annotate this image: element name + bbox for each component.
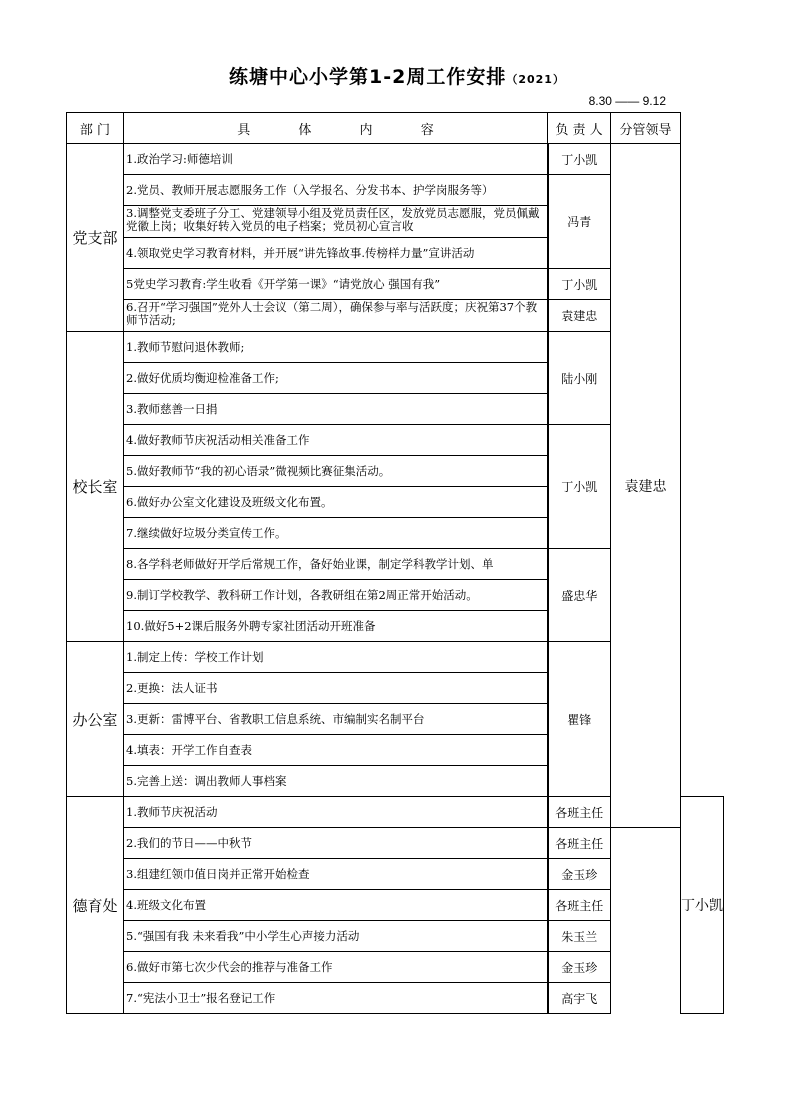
task-item: 4.做好教师节庆祝活动相关准备工作 bbox=[124, 425, 548, 456]
table-row bbox=[67, 890, 724, 921]
task-item: 6.做好市第七次少代会的推荐与准备工作 bbox=[124, 952, 548, 983]
task-item: 2.做好优质均衡迎检准备工作; bbox=[124, 363, 548, 394]
task-item: 3.调整党支委班子分工、党建领导小组及党员责任区，发放党员志愿服，党员佩戴党徽上岗；收集好转入党员的电子档案；党员初心宣言收 bbox=[124, 206, 548, 238]
header-dept: 部 门 bbox=[67, 113, 124, 144]
person-cell: 各班主任 bbox=[548, 828, 611, 859]
task-item: 3.教师慈善一日捐 bbox=[124, 394, 548, 425]
header-leader: 分管领导 bbox=[611, 113, 681, 144]
task-item: 6.召开“学习强国”党外人士会议（第二周），确保参与率与活跃度；庆祝第37个教师节活动; bbox=[124, 300, 548, 332]
person-cell: 盛忠华 bbox=[548, 549, 611, 642]
person-cell: 丁小凯 bbox=[548, 425, 611, 549]
dept-office: 办公室 bbox=[67, 642, 124, 797]
table-row bbox=[67, 144, 724, 175]
person-cell: 瞿锋 bbox=[548, 642, 611, 797]
dept-principal-office: 校长室 bbox=[67, 332, 124, 642]
header-content: 具 体 内 容 bbox=[124, 113, 548, 144]
leader-cell: 袁建忠 bbox=[611, 144, 681, 828]
table-row bbox=[67, 952, 724, 983]
task-item: 10.做好5+2课后服务外聘专家社团活动开班准备 bbox=[124, 611, 548, 642]
title-year: （2021） bbox=[506, 73, 565, 86]
task-item: 5.“强国有我 未来看我”中小学生心声接力活动 bbox=[124, 921, 548, 952]
task-item: 2.我们的节日——中秋节 bbox=[124, 828, 548, 859]
task-item: 5党史学习教育:学生收看《开学第一课》“请党放心 强国有我” bbox=[124, 269, 548, 300]
task-item: 3.更新：雷博平台、省教职工信息系统、市编制实名制平台 bbox=[124, 704, 548, 735]
person-cell: 丁小凯 bbox=[548, 269, 611, 300]
person-cell: 朱玉兰 bbox=[548, 921, 611, 952]
task-item: 5.做好教师节“我的初心语录”微视频比赛征集活动。 bbox=[124, 456, 548, 487]
table-row bbox=[67, 921, 724, 952]
table-row bbox=[67, 859, 724, 890]
task-item: 1.制定上传：学校工作计划 bbox=[124, 642, 548, 673]
task-item: 5.完善上送：调出教师人事档案 bbox=[124, 766, 548, 797]
dept-party-branch: 党支部 bbox=[67, 144, 124, 332]
task-item: 9.制订学校教学、教科研工作计划，各教研组在第2周正常开始活动。 bbox=[124, 580, 548, 611]
person-cell: 各班主任 bbox=[548, 797, 611, 828]
person-cell: 高宇飞 bbox=[548, 983, 611, 1014]
task-item: 1.教师节慰问退休教师; bbox=[124, 332, 548, 363]
person-cell: 袁建忠 bbox=[548, 300, 611, 332]
page-title: 练塘中心小学第1-2周工作安排（2021） bbox=[229, 66, 565, 88]
header-person: 负 责 人 bbox=[548, 113, 611, 144]
table-row bbox=[67, 983, 724, 1014]
task-item: 4.领取党史学习教育材料，并开展“讲先锋故事.传榜样力量”宣讲活动 bbox=[124, 238, 548, 269]
task-item: 1.政治学习:师德培训 bbox=[124, 144, 548, 175]
dept-moral-education: 德育处 bbox=[67, 797, 124, 1014]
person-cell: 金玉珍 bbox=[548, 859, 611, 890]
task-item: 1.教师节庆祝活动 bbox=[124, 797, 548, 828]
table-header-row bbox=[67, 113, 724, 144]
task-item: 6.做好办公室文化建设及班级文化布置。 bbox=[124, 487, 548, 518]
task-item: 4.填表：开学工作自查表 bbox=[124, 735, 548, 766]
leader-cell: 丁小凯 bbox=[681, 797, 724, 1014]
person-cell: 冯青 bbox=[548, 175, 611, 269]
task-item: 2.更换：法人证书 bbox=[124, 673, 548, 704]
task-item: 2.党员、教师开展志愿服务工作（入学报名、分发书本、护学岗服务等） bbox=[124, 175, 548, 206]
date-range: 8.30 —— 9.12 bbox=[588, 94, 666, 108]
person-cell: 金玉珍 bbox=[548, 952, 611, 983]
table-row bbox=[67, 828, 724, 859]
person-cell: 陆小刚 bbox=[548, 332, 611, 425]
task-item: 7.继续做好垃圾分类宣传工作。 bbox=[124, 518, 548, 549]
task-item: 4.班级文化布置 bbox=[124, 890, 548, 921]
task-item: 3.组建红领巾值日岗并正常开始检查 bbox=[124, 859, 548, 890]
person-cell: 各班主任 bbox=[548, 890, 611, 921]
task-item: 7.“宪法小卫士”报名登记工作 bbox=[124, 983, 548, 1014]
task-item: 8.各学科老师做好开学后常规工作，备好始业课，制定学科教学计划、单 bbox=[124, 549, 548, 580]
person-cell: 丁小凯 bbox=[548, 144, 611, 175]
schedule-table bbox=[66, 112, 724, 1014]
